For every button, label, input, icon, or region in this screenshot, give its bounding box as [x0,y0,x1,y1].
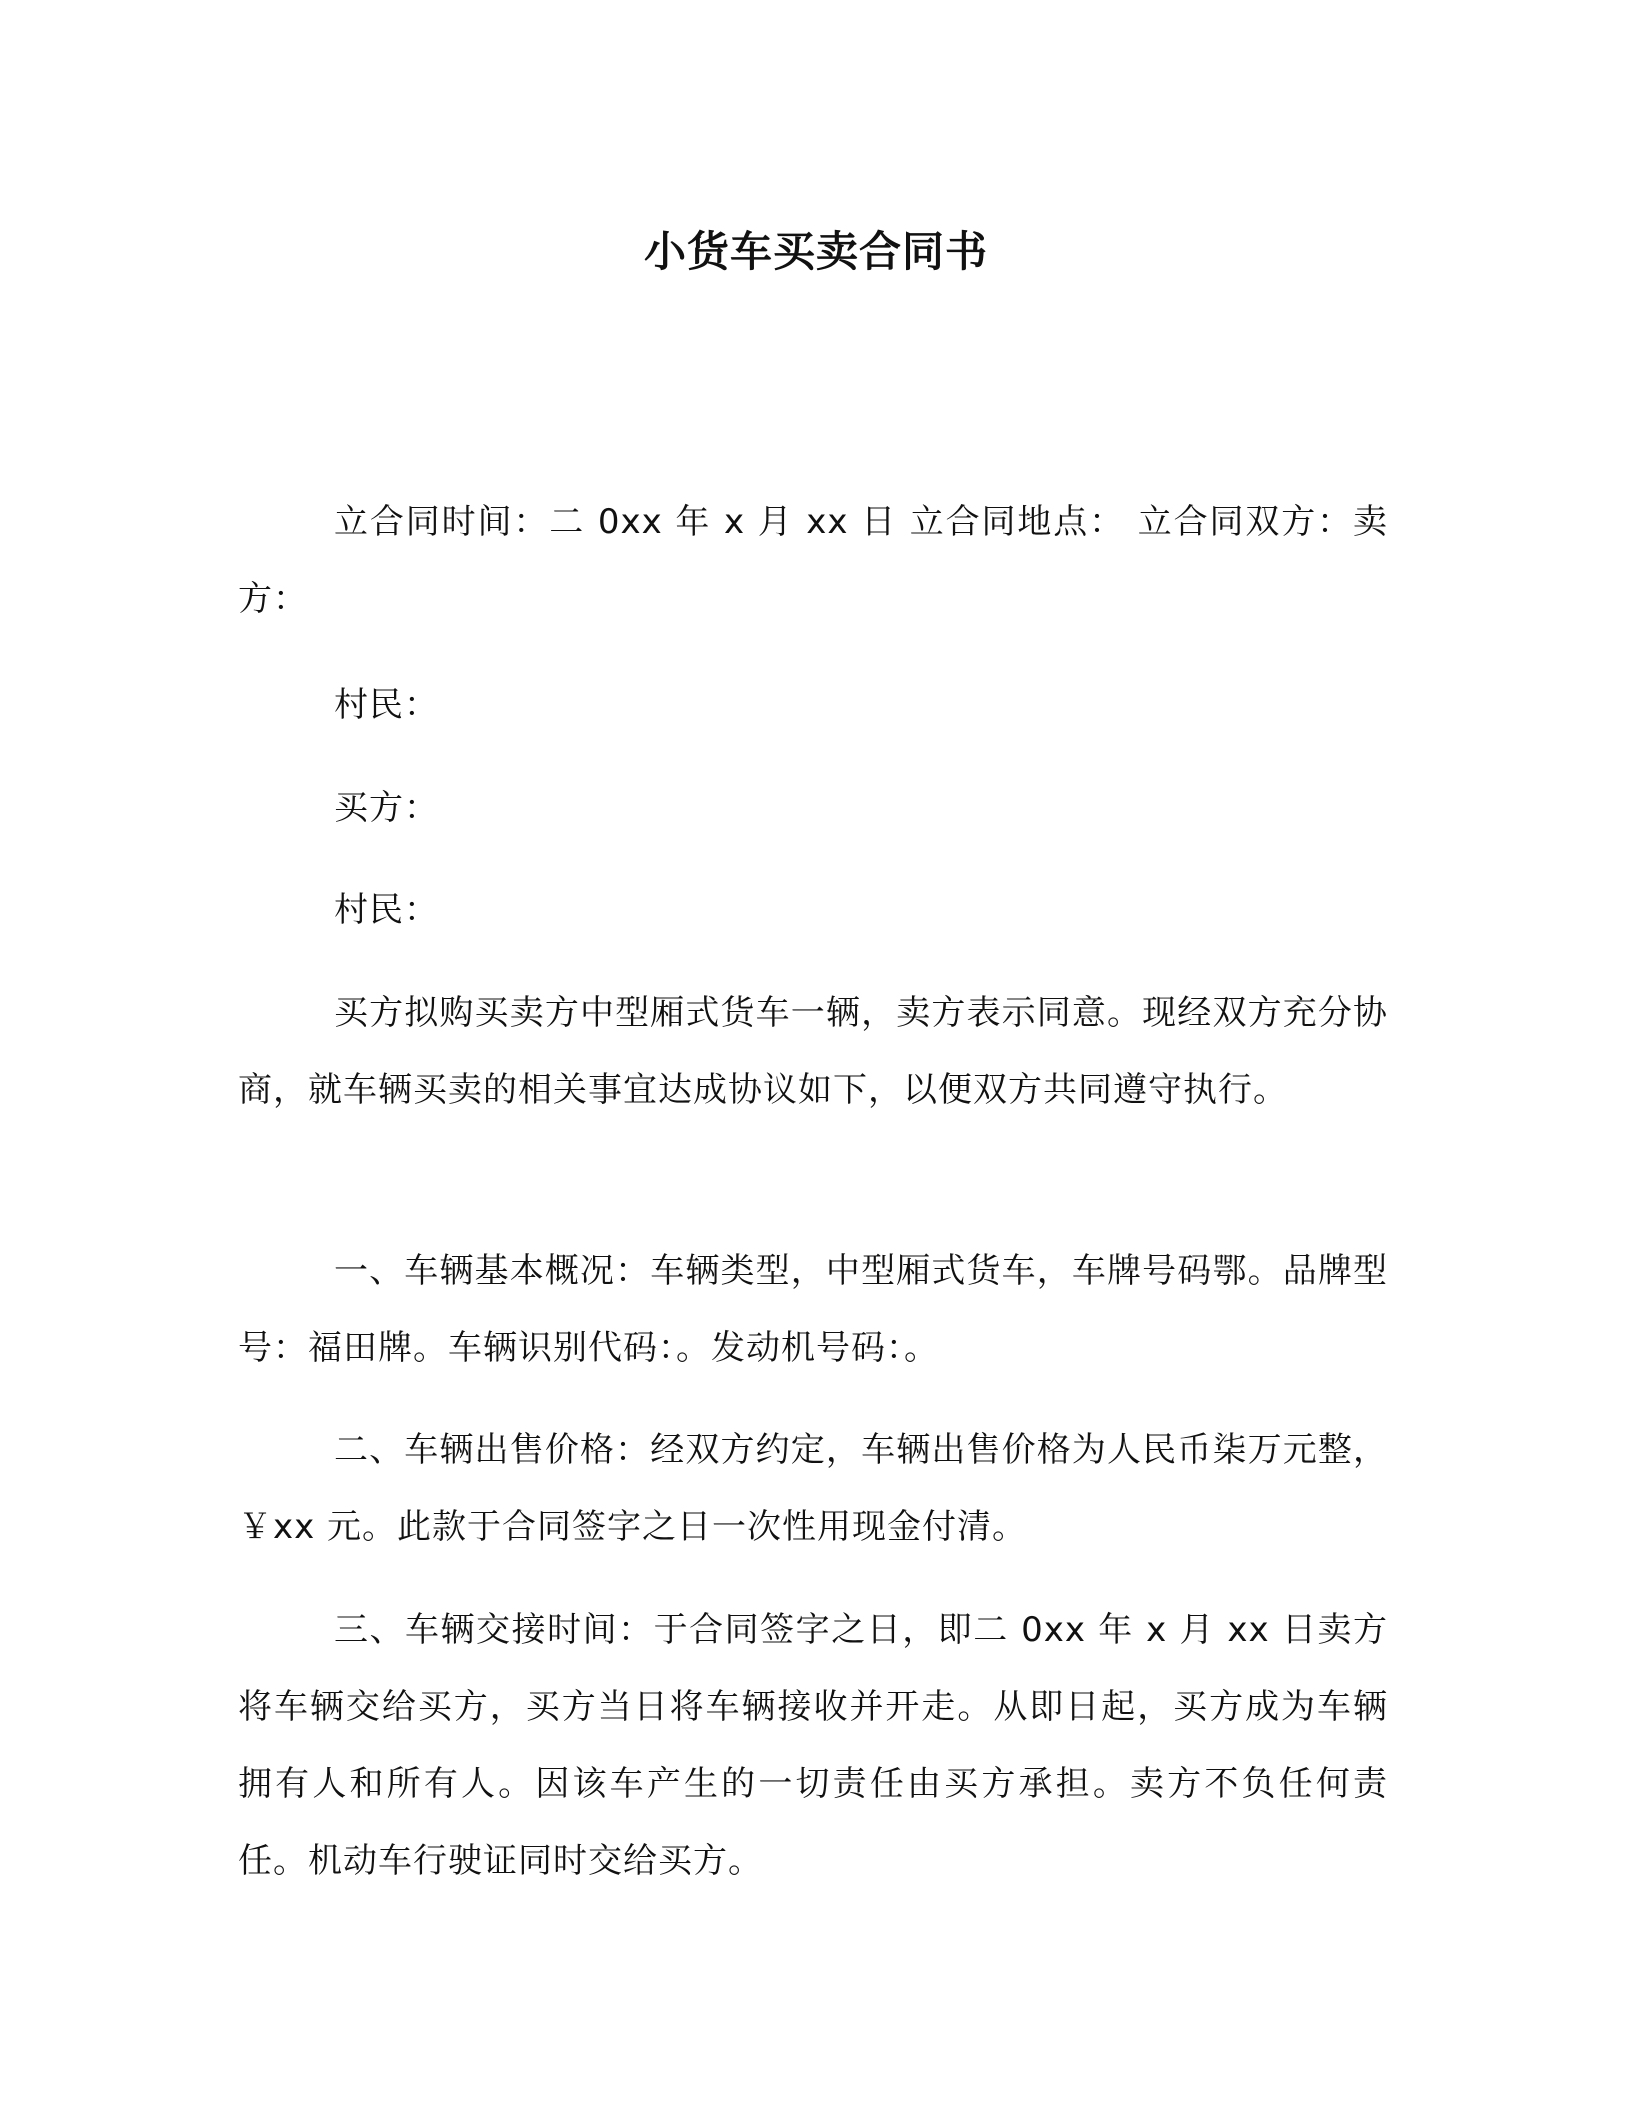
buyer-villager-line: 村民： [334,890,439,930]
vehicle-price-paragraph: 二、车辆出售价格：经双方约定，车辆出售价格为人民币柒万元整，￥xx 元。此款于合同签字之日一次性用现金付清。 [238,1430,1388,1547]
buyer-line: 买方： [334,788,439,828]
seller-villager-line: 村民： [334,685,439,725]
vehicle-basic-info-paragraph: 一、车辆基本概况：车辆类型，中型厢式货车，车牌号码鄂。品牌型号：福田牌。车辆识别代码：。发动机号码：。 [238,1251,1388,1368]
contract-date-place-paragraph: 立合同时间：二 0xx 年 x 月 xx 日 立合同地点： 立合同双方：卖方： [238,502,1388,619]
document-title: 小货车买卖合同书 [643,227,988,276]
agreement-intro-paragraph: 买方拟购买卖方中型厢式货车一辆，卖方表示同意。现经双方充分协商，就车辆买卖的相关事宜达成协议如下，以便双方共同遵守执行。 [238,993,1388,1110]
vehicle-handover-paragraph: 三、车辆交接时间：于合同签字之日，即二 0xx 年 x 月 xx 日卖方将车辆交给买方，买方当日将车辆接收并开走。从即日起，买方成为车辆拥有人和所有人。因该车产生的一切责任由买方承担。卖方不负任何责任。机动车行驶证同时交给买方。 [238,1610,1388,1881]
